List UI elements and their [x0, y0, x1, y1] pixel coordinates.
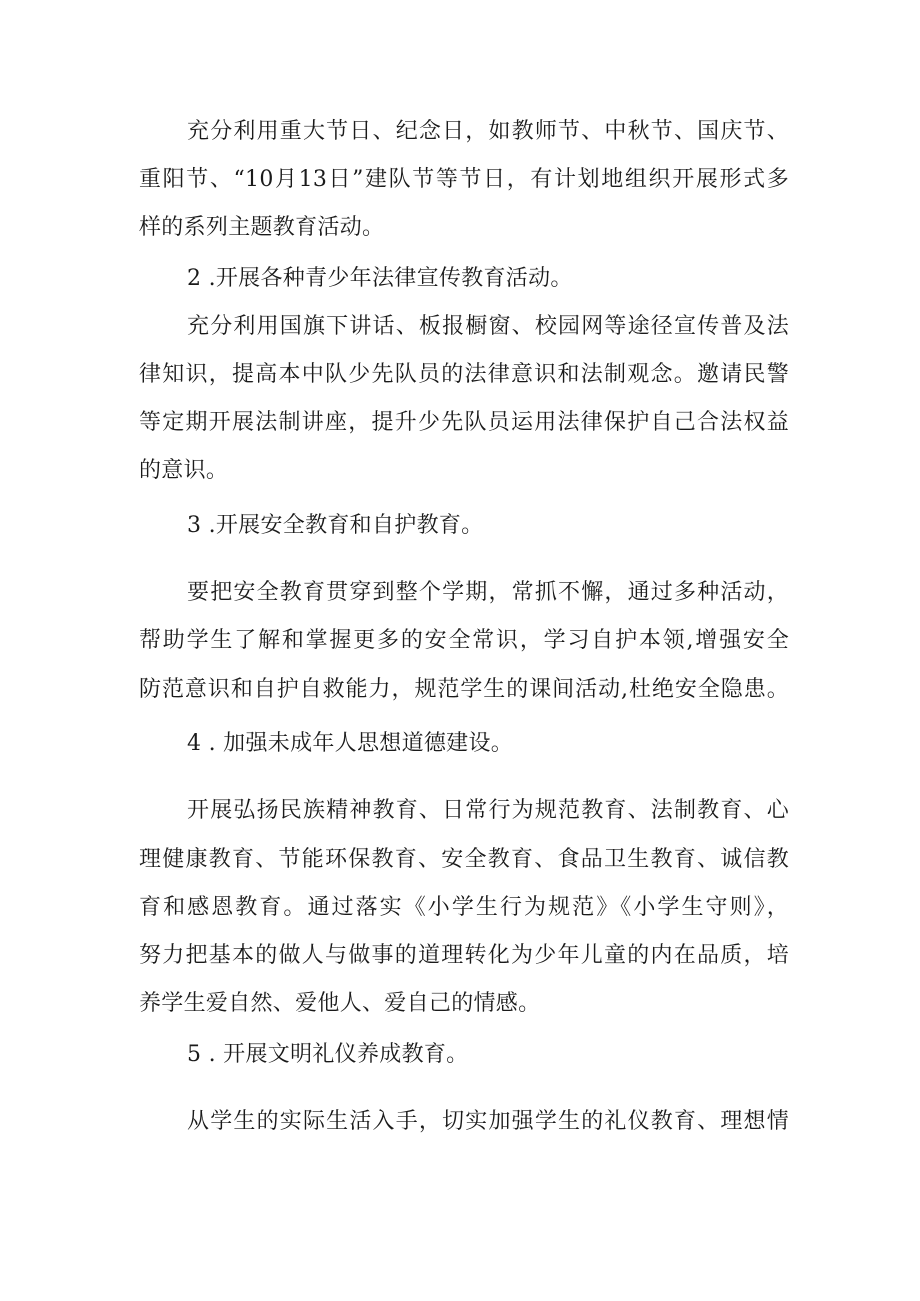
- text-line: 重阳节、“10月13日”建队节等节日，有计划地组织开展形式多: [139, 167, 789, 192]
- text-line: 律知识，提高本中队少先队员的法律意识和法制观念。邀请民警: [139, 362, 789, 387]
- text-line: 理健康教育、节能环保教育、安全教育、食品卫生教育、诚信教: [139, 847, 789, 872]
- section-heading-2: 2 .开展各种青少年法律宣传教育活动。: [187, 266, 573, 291]
- text-line: 的意识。: [139, 458, 229, 483]
- text-line: 育和感恩教育。通过落实《小学生行为规范》《小学生守则》，: [139, 895, 789, 920]
- text-line: 防范意识和自护自救能力，规范学生的课间活动,杜绝安全隐患。: [139, 677, 789, 702]
- text-line: 养学生爱自然、爱他人、爱自己的情感。: [139, 991, 541, 1016]
- text-line: 从学生的实际生活入手，切实加强学生的礼仪教育、理想情: [187, 1109, 789, 1134]
- text-line: 开展弘扬民族精神教育、日常行为规范教育、法制教育、心: [187, 798, 789, 823]
- section-heading-4: 4 . 加强未成年人思想道德建设。: [187, 731, 514, 756]
- section-heading-5: 5 . 开展文明礼仪养成教育。: [187, 1042, 469, 1067]
- text-line: 等定期开展法制讲座，提升少先队员运用法律保护自己合法权益: [139, 410, 789, 435]
- text-line: 充分利用重大节日、纪念日，如教师节、中秋节、国庆节、: [187, 119, 789, 144]
- text-line: 努力把基本的做人与做事的道理转化为少年儿童的内在品质，培: [139, 943, 789, 968]
- text-line: 充分利用国旗下讲话、板报橱窗、校园网等途径宣传普及法: [187, 314, 789, 339]
- text-line: 要把安全教育贯穿到整个学期，常抓不懈，通过多种活动，: [187, 580, 789, 605]
- text-line: 样的系列主题教育活动。: [139, 215, 385, 240]
- text-line: 帮助学生了解和掌握更多的安全常识，学习自护本领,增强安全: [139, 628, 789, 653]
- section-heading-3: 3 .开展安全教育和自护教育。: [187, 513, 484, 538]
